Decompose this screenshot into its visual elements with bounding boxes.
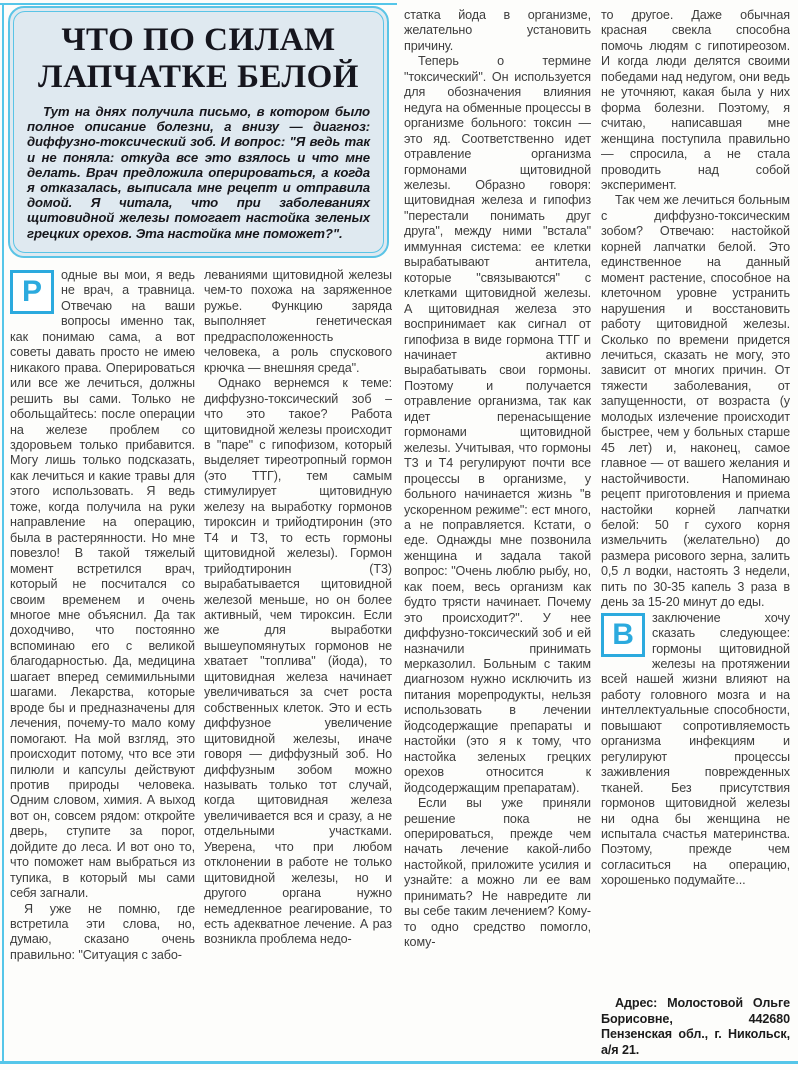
page-frame-left-line [2, 3, 4, 1063]
article-header-inner-border [13, 11, 384, 253]
drop-cap-v [601, 613, 645, 657]
paragraph: статка йода в организме, желательно установить причину. [404, 8, 591, 53]
paragraph-text: одные вы мои, я ведь не врач, а травница. Отвечаю на ваши вопросы именно так, как понимаю сама, а вот советы давать просто не имею никакого права. Оперироваться или все же лечиться, должны решить вы сами. Только не обольщайтесь: после операции на железе проблем со здоровьем только прибавится. Могу лишь только подсказать, как лечиться и какие травы для этого использовать. Я ведь тоже, когда получила на руки направление на операцию, была в растерянности. Но мне повезло! В такой тяжелый момент встретился врач, который не посчитался со своим временем и очень многое мне объяснил. Да так доходчиво, что постоянно вспоминаю его с великой благодарностью. Да, медицина шагает вперед семимильными шагами. Лекарства, которые вроде бы и предназначены для лечения, почему-то мало кому помогают. На мой взгляд, это происходит потому, что все эти пилюли и капсулы действуют против природы человека. Одним словом, химия. А выход вот он, совсем рядом: откройте дверь, ступите за порог, дойдите до леса. И вот оно то, что поможет нам выбраться из тупика, в который мы сами себя загнали. [10, 268, 195, 901]
paragraph: леваниями щитовидной железы чем-то похожа на заряженное ружье. Функцию заряда выполняет генетическая предрасположенность человека, а роль спускового крючка — внешняя среда". [204, 268, 392, 375]
paragraph [601, 611, 790, 889]
drop-cap-r [10, 270, 54, 314]
text-column-4 [601, 8, 790, 1060]
page-frame-bottom-line [0, 1061, 798, 1064]
text-column-2 [204, 268, 392, 1060]
text-column-1 [10, 268, 195, 1060]
paragraph: то другое. Даже обычная красная свекла способна помочь людям с гипотиреозом. И когда люди делятся своими победами над недугом, они ведь не уточняют, какая была у них форма болезни. Поэтому, я считаю, написавшая мне женщина поступила правильно — спросила, а не стала проводить над собой эксперимент. [601, 8, 790, 192]
article-header-box [8, 6, 389, 258]
paragraph: Однако вернемся к теме: диффузно-токсический зоб – что это такое? Работа щитовидной железы происходит в "паре" с гипофизом, который выделяет тиреотропный гормон (это ТТГ), тем самым стимулирует щитовидную железу на выработку гормонов тироксин и трийодтиронин (это Т4 и Т3, то есть гормоны щитовидной железы). Гормон трийодтиронин (Т3) вырабатывается щитовидной железой меньше, но он более активный, чем тироксин. Если же для выработки вышеупомянутых гормонов не хватает "топлива" (йода), то щитовидная железа начинает увеличиваться за счет роста собственных клеток. Это и есть диффузное увеличение щитовидной железы, иначе говоря — диффузный зоб. Но диффузным зобом можно называть только тот случай, когда щитовидная железа увеличивается вся и сразу, а не отдельными участками. Уверена, что при любом отклонении в работе не только щитовидной железы, но и другого органа нужно немедленное реагирование, то есть адекватное лечение. А раз возникла проблема недо- [204, 376, 392, 947]
article-title-line1: ЧТО ПО СИЛАМ [61, 22, 336, 58]
paragraph: Если вы уже приняли решение пока не оперироваться, прежде чем начать лечение какой-либо настойкой, приложите усилия и узнайте: а можно ли ее вам принимать? Не навредите ли вы себе таким лечением? Кому-то одно средство помогло, кому- [404, 796, 591, 950]
drop-cap-letter: Р [22, 275, 42, 308]
article-title-line2: ЛАПЧАТКЕ БЕЛОЙ [38, 59, 359, 95]
contact-address: Адрес: Молостовой Ольге Борисовне, 442680 Пензенская обл., г. Никольск, а/я 21. [601, 996, 790, 1057]
article-lede: Тут на днях получила письмо, в котором было полное описание болезни, а внизу — диагноз: диффузно-токсический зоб. И вопрос: "Я ведь так и не поняла: откуда все это взялось и что мне делать. Врач предложила оперироваться, а когда я отказалась, выписала мне рецепт и отправила домой. Я читала, что при заболеваниях щитовидной железы помогает настойка зеленых грецких орехов. Эта настойка мне поможет?". [27, 104, 370, 241]
article-title [24, 22, 373, 96]
text-column-3 [404, 8, 591, 1060]
paragraph: Теперь о термине "токсический". Он используется для обозначения влияния недуга на обменные процессы в организме больного: токсин — это яд. Соответственно идет отравление организма гормонами щитовидной железы. Образно говоря: щитовидная железа и гипофиз "перестали понимать друг друга", между ними "встала" иммунная система: ее клетки вырабатывают антитела, которые "связываются" с клетками щитовидной железы. А щитовидная железа это воспринимает как сигнал от гипофиза в виде гормона ТТГ и начинает активно вырабатывать свои гормоны. Поэтому и получается отравление организма, так как идет перенасыщение гормонами щитовидной железы. Учитывая, что гормоны Т3 и Т4 регулируют почти все процессы в организме, у больного начинается жизнь "в ускоренном режиме": ест много, а не поправляется. Кстати, о еде. Однажды мне позвонила женщина и задала такой вопрос: "Очень люблю рыбу, но, как поем, весь организм как будто трясти начинает. Почему это происходит?". У нее диффузно-токсический зоб и ей назначили принимать мерказолил. Больным с таким диагнозом нужно исключить из питания морепродукты, нельзя использовать в лечении йодсодержащие препараты и настойки (это я к тому, что настойка зеленых грецких орехов относится к йодсодержащим препаратам). [404, 54, 591, 795]
paragraph [10, 268, 195, 902]
drop-cap-letter: В [612, 617, 634, 651]
paragraph: Так чем же лечиться больным с диффузно-токсическим зобом? Отвечаю: настойкой корней лапчатки белой. Это единственное на данный момент растение, способное на клеточном уровне устранить нарушения и восстановить работу щитовидной железы. Сколько по времени придется лечиться, сказать не могу, это зависит от многих причин. От тяжести заболевания, от запущенности, от возраста (у молодых излечение происходит быстрее, чем у больных старше 45 лет) и, наконец, самое главное — от вашего желания и настойчивости. Напоминаю рецепт приготовления и приема настойки корней лапчатки белой: 50 г сухого корня измельчить (желательно) до размера рисового зерна, залить 0,5 л водки, настоять 3 недели, пить по 30-35 капель 3 раза в день за 15-20 минут до еды. [601, 193, 790, 610]
page-frame-top-line [0, 3, 397, 5]
paragraph-text: заключение хочу сказать следующее: гормоны щитовидной железы на протяжении всей нашей жизни влияют на работу головного мозга и на интеллектуальные способности, повышают сопротивляемость организма инфекциям и регулируют процессы заживления поврежденных тканей. Без присутствия гормонов щитовидной железы ни одна бы женщина не испытала счастья материнства. Поэтому, прежде чем согласиться на операцию, хорошенько подумайте... [601, 610, 790, 888]
paragraph: Я уже не помню, где встретила эти слова, но, думаю, сказано очень правильно: "Ситуация с забо- [10, 901, 195, 962]
